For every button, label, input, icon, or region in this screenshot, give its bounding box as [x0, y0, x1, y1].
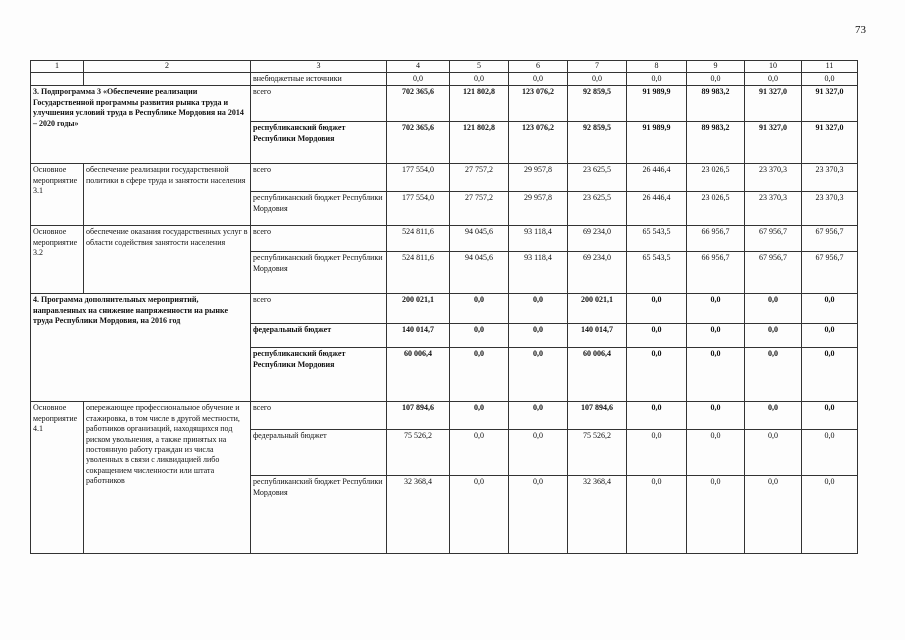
value-cell: 26 446,4 [627, 164, 687, 192]
value-cell: 92 859,5 [568, 122, 627, 164]
value-cell: 0,0 [627, 73, 687, 86]
value-cell: 66 956,7 [687, 252, 745, 294]
value-cell: 107 894,6 [387, 402, 450, 430]
value-cell: 0,0 [687, 348, 745, 402]
column-number: 9 [687, 61, 745, 73]
column-number: 1 [31, 61, 84, 73]
value-cell: 93 118,4 [509, 252, 568, 294]
table-row [31, 294, 858, 324]
funding-source: всего [251, 294, 387, 324]
value-cell: 0,0 [450, 294, 509, 324]
value-cell: 0,0 [509, 294, 568, 324]
value-cell: 0,0 [687, 294, 745, 324]
funding-source: всего [251, 86, 387, 122]
value-cell: 0,0 [802, 402, 858, 430]
value-cell: 0,0 [687, 73, 745, 86]
value-cell: 23 625,5 [568, 164, 627, 192]
value-cell: 69 234,0 [568, 252, 627, 294]
value-cell: 29 957,8 [509, 164, 568, 192]
value-cell: 23 370,3 [745, 164, 802, 192]
measure-label: Основное мероприятие 3.2 [31, 226, 84, 294]
funding-source: внебюджетные источники [251, 73, 387, 86]
column-number: 8 [627, 61, 687, 73]
value-cell: 91 327,0 [802, 122, 858, 164]
value-cell: 91 989,9 [627, 122, 687, 164]
value-cell: 23 370,3 [802, 192, 858, 226]
value-cell: 0,0 [627, 324, 687, 348]
page-number: 73 [855, 24, 866, 36]
value-cell: 0,0 [450, 348, 509, 402]
value-cell: 200 021,1 [568, 294, 627, 324]
value-cell: 0,0 [687, 324, 745, 348]
value-cell: 60 006,4 [387, 348, 450, 402]
funding-source: федеральный бюджет [251, 324, 387, 348]
value-cell: 0,0 [745, 348, 802, 402]
value-cell: 91 327,0 [802, 86, 858, 122]
value-cell: 0,0 [509, 324, 568, 348]
table-row [31, 164, 858, 192]
value-cell: 94 045,6 [450, 252, 509, 294]
cell-empty [31, 73, 84, 86]
value-cell: 29 957,8 [509, 192, 568, 226]
funding-source: республиканский бюджет Республики Мордовия [251, 252, 387, 294]
funding-source: всего [251, 226, 387, 252]
table-row [31, 226, 858, 252]
value-cell: 140 014,7 [387, 324, 450, 348]
value-cell: 0,0 [450, 430, 509, 476]
value-cell: 0,0 [687, 402, 745, 430]
value-cell: 0,0 [450, 324, 509, 348]
value-cell: 524 811,6 [387, 252, 450, 294]
value-cell: 32 368,4 [568, 476, 627, 554]
value-cell: 23 625,5 [568, 192, 627, 226]
value-cell: 0,0 [802, 348, 858, 402]
value-cell: 0,0 [745, 430, 802, 476]
value-cell: 0,0 [802, 73, 858, 86]
value-cell: 0,0 [450, 73, 509, 86]
value-cell: 92 859,5 [568, 86, 627, 122]
value-cell: 91 327,0 [745, 122, 802, 164]
value-cell: 200 021,1 [387, 294, 450, 324]
funding-source: федеральный бюджет [251, 430, 387, 476]
measure-description: опережающее профессиональное обучение и стажировка, в том числе в другой местности, работников организаций, находящихся под риском увольнения, а также принятых на постоянную работу граждан из числа уволенных в связи с ликвидацией либо сокращением численности или штата работников [84, 402, 251, 554]
value-cell: 177 554,0 [387, 192, 450, 226]
value-cell: 121 802,8 [450, 122, 509, 164]
measure-description: обеспечение реализации государственной политики в сфере труда и занятости населения [84, 164, 251, 226]
value-cell: 0,0 [627, 476, 687, 554]
funding-source: всего [251, 164, 387, 192]
value-cell: 91 327,0 [745, 86, 802, 122]
value-cell: 123 076,2 [509, 86, 568, 122]
value-cell: 0,0 [509, 348, 568, 402]
value-cell: 67 956,7 [745, 226, 802, 252]
measure-label: Основное мероприятие 3.1 [31, 164, 84, 226]
subprogram-title: 3. Подпрограмма 3 «Обеспечение реализации Государственной программы развития рынка труда и улучшения условий труда в Республике Мордовия на 2014 – 2020 годы» [31, 86, 251, 164]
value-cell: 0,0 [568, 73, 627, 86]
value-cell: 75 526,2 [568, 430, 627, 476]
value-cell: 0,0 [802, 294, 858, 324]
value-cell: 123 076,2 [509, 122, 568, 164]
value-cell: 0,0 [509, 73, 568, 86]
value-cell: 67 956,7 [802, 226, 858, 252]
value-cell: 23 026,5 [687, 192, 745, 226]
value-cell: 177 554,0 [387, 164, 450, 192]
value-cell: 0,0 [509, 402, 568, 430]
column-number: 4 [387, 61, 450, 73]
program-title: 4. Программа дополнительных мероприятий, направленных на снижение напряженности на рынке труда Республики Мордовия, на 2016 год [31, 294, 251, 402]
value-cell: 0,0 [687, 476, 745, 554]
value-cell: 0,0 [745, 324, 802, 348]
value-cell: 0,0 [627, 294, 687, 324]
value-cell: 67 956,7 [745, 252, 802, 294]
table-row [31, 86, 858, 122]
value-cell: 524 811,6 [387, 226, 450, 252]
value-cell: 0,0 [802, 430, 858, 476]
value-cell: 32 368,4 [387, 476, 450, 554]
value-cell: 69 234,0 [568, 226, 627, 252]
value-cell: 75 526,2 [387, 430, 450, 476]
funding-source: республиканский бюджет Республики Мордовия [251, 122, 387, 164]
table-row [31, 73, 858, 86]
value-cell: 0,0 [745, 476, 802, 554]
column-number-row [31, 61, 858, 73]
value-cell: 0,0 [627, 348, 687, 402]
value-cell: 91 989,9 [627, 86, 687, 122]
column-number: 2 [84, 61, 251, 73]
value-cell: 0,0 [687, 430, 745, 476]
value-cell: 0,0 [387, 73, 450, 86]
value-cell: 0,0 [509, 430, 568, 476]
value-cell: 0,0 [509, 476, 568, 554]
value-cell: 702 365,6 [387, 122, 450, 164]
value-cell: 121 802,8 [450, 86, 509, 122]
column-number: 3 [251, 61, 387, 73]
value-cell: 0,0 [450, 476, 509, 554]
budget-table [30, 60, 858, 554]
value-cell: 27 757,2 [450, 164, 509, 192]
value-cell: 0,0 [745, 294, 802, 324]
value-cell: 66 956,7 [687, 226, 745, 252]
funding-source: республиканский бюджет Республики Мордовия [251, 476, 387, 554]
value-cell: 0,0 [745, 402, 802, 430]
measure-label: Основное мероприятие 4.1 [31, 402, 84, 554]
column-number: 7 [568, 61, 627, 73]
value-cell: 0,0 [745, 73, 802, 86]
funding-source: республиканский бюджет Республики Мордовия [251, 192, 387, 226]
value-cell: 94 045,6 [450, 226, 509, 252]
column-number: 11 [802, 61, 858, 73]
funding-source: республиканский бюджет Республики Мордовия [251, 348, 387, 402]
value-cell: 0,0 [802, 324, 858, 348]
measure-description: обеспечение оказания государственных услуг в области содействия занятости населения [84, 226, 251, 294]
value-cell: 702 365,6 [387, 86, 450, 122]
value-cell: 0,0 [627, 430, 687, 476]
value-cell: 60 006,4 [568, 348, 627, 402]
value-cell: 89 983,2 [687, 86, 745, 122]
value-cell: 0,0 [802, 476, 858, 554]
table-row [31, 402, 858, 430]
value-cell: 67 956,7 [802, 252, 858, 294]
column-number: 10 [745, 61, 802, 73]
funding-source: всего [251, 402, 387, 430]
cell-empty [84, 73, 251, 86]
column-number: 5 [450, 61, 509, 73]
value-cell: 0,0 [450, 402, 509, 430]
value-cell: 89 983,2 [687, 122, 745, 164]
value-cell: 26 446,4 [627, 192, 687, 226]
value-cell: 107 894,6 [568, 402, 627, 430]
value-cell: 93 118,4 [509, 226, 568, 252]
value-cell: 0,0 [627, 402, 687, 430]
column-number: 6 [509, 61, 568, 73]
value-cell: 65 543,5 [627, 226, 687, 252]
value-cell: 27 757,2 [450, 192, 509, 226]
value-cell: 23 026,5 [687, 164, 745, 192]
value-cell: 23 370,3 [745, 192, 802, 226]
value-cell: 65 543,5 [627, 252, 687, 294]
value-cell: 140 014,7 [568, 324, 627, 348]
value-cell: 23 370,3 [802, 164, 858, 192]
